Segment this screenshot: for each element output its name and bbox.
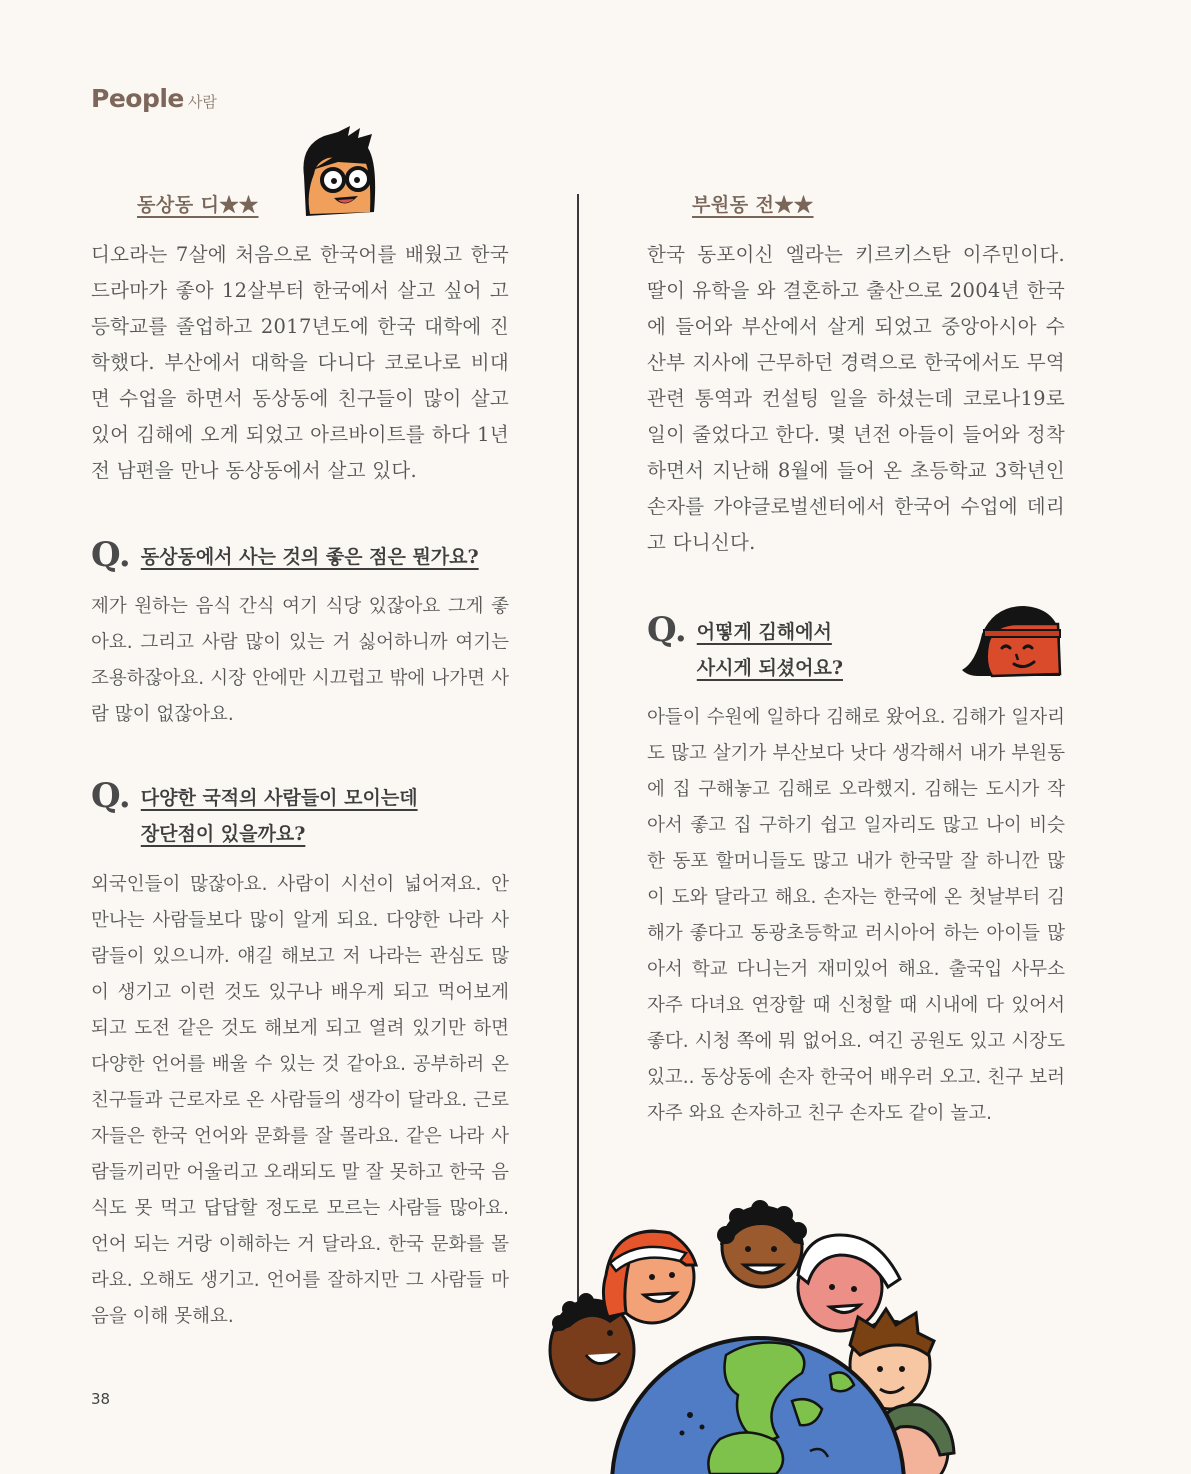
boy-avatar-illustration bbox=[298, 124, 380, 216]
left-question-1 bbox=[91, 537, 479, 575]
left-interviewee-name: 동상동 디★★ bbox=[137, 194, 259, 216]
question-mark-label: Q. bbox=[647, 610, 687, 650]
right-answer-1: 아들이 수원에 일하다 김해로 왔어요. 김해가 일자리도 많고 살기가 부산보다 낫다 생각해서 내가 부원동에 집 구해놓고 김해로 오라했지. 김해는 도시가 작아서 좋고 집 구하기 쉽고 일자리도 많고 나이 비슷한 동포 할머니들도 많고 내가 한국말 잘 하니깐 많이 도와 달라고 해요. 손자는 한국에 온 첫날부터 김해가 좋다고 동광초등학교 러시아어 하는 아이들 많아서 학교 다니는거 재미있어 해요. 출국입 사무소 자주 다녀요 연장할 때 신청할 때 시내에 다 있어서 좋다. 시청 쪽에 뭐 없어요. 여긴 공원도 있고 시장도 있고.. 동상동에 손자 한국어 배우러 오고. 친구 보러 자주 와요 손자하고 친구 손자도 같이 놀고. bbox=[647, 707, 1065, 1124]
question-mark-label: Q. bbox=[91, 535, 131, 575]
left-answer-1: 제가 원하는 음식 간식 여기 식당 있잖아요 그게 좋아요. 그리고 사람 많이 있는 거 싫어하니까 여기는 조용하잖아요. 시장 안에만 시끄럽고 밖에 나가면 사람 많이 없잖아요. bbox=[91, 596, 509, 725]
right-question-1-line-1: 어떻게 김해에서 bbox=[696, 621, 832, 643]
right-intro-paragraph: 한국 동포이신 엘라는 키르키스탄 이주민이다. 딸이 유학을 와 결혼하고 출산으로 2004년 한국에 들어와 부산에서 살게 되었고 중앙아시아 수산부 지사에 근무하던 경력으로 한국에서도 무역 관련 통역과 컨설팅 일을 하셨는데 코로나19로 일이 줄었다고 한다. 몇 년전 아들이 들어와 정착하면서 지난해 8월에 들어 온 초등학교 3학년인 손자를 가야글로벌센터에서 한국어 수업에 데리고 다니신다. bbox=[647, 243, 1065, 554]
question-mark-label: Q. bbox=[91, 776, 131, 816]
left-question-2 bbox=[91, 778, 418, 852]
section-label bbox=[91, 84, 217, 113]
section-label-ko: 사람 bbox=[187, 93, 217, 111]
left-question-1-line-1: 동상동에서 사는 것의 좋은 점은 뭔가요? bbox=[140, 546, 479, 568]
page-number: 38 bbox=[91, 1390, 111, 1408]
right-interviewee-name: 부원동 전★★ bbox=[692, 194, 814, 216]
left-answer-2: 외국인들이 많잖아요. 사람이 시선이 넓어져요. 안 만나는 사람들보다 많이 알게 되요. 다양한 나라 사람들이 있으니까. 얘길 해보고 저 나라는 관심도 많이 생기고 이런 것도 있구나 배우게 되고 먹어보게 되고 도전 같은 것도 해보게 되고 열려 있기만 하면 다양한 언어를 배울 수 있는 것 같아요. 공부하러 온 친구들과 근로자로 온 사람들의 생각이 달라요. 근로자들은 한국 언어와 문화를 잘 몰라요. 같은 나라 사람들끼리만 어울리고 오래되도 말 잘 못하고 한국 음식도 못 먹고 답답할 정도로 모르는 사람들 많아요. 언어 되는 거랑 이해하는 거 달라요. 한국 문화를 몰라요. 오해도 생기고. 언어를 잘하지만 그 사람들 마음을 이해 못해요. bbox=[91, 874, 509, 1327]
left-question-2-line-2: 장단점이 있을까요? bbox=[140, 823, 306, 845]
section-label-en: People bbox=[91, 84, 184, 113]
right-question-1 bbox=[647, 612, 843, 686]
right-question-1-line-2: 사시게 되셨어요? bbox=[696, 657, 843, 679]
left-intro-paragraph: 디오라는 7살에 처음으로 한국어를 배웠고 한국 드라마가 좋아 12살부터 한국에서 살고 싶어 고등학교를 졸업하고 2017년도에 한국 대학에 진학했다. 부산에서 대학을 다니다 코로나로 비대면 수업을 하면서 동상동에 친구들이 많이 살고 있어 김해에 오게 되었고 아르바이트를 하다 1년 전 남편을 만나 동상동에서 살고 있다. bbox=[91, 243, 509, 482]
column-divider bbox=[577, 194, 579, 1324]
left-question-2-line-1: 다양한 국적의 사람들이 모이는데 bbox=[140, 787, 418, 809]
woman-avatar-illustration bbox=[958, 604, 1064, 678]
globe-with-people-illustration bbox=[540, 1205, 980, 1474]
